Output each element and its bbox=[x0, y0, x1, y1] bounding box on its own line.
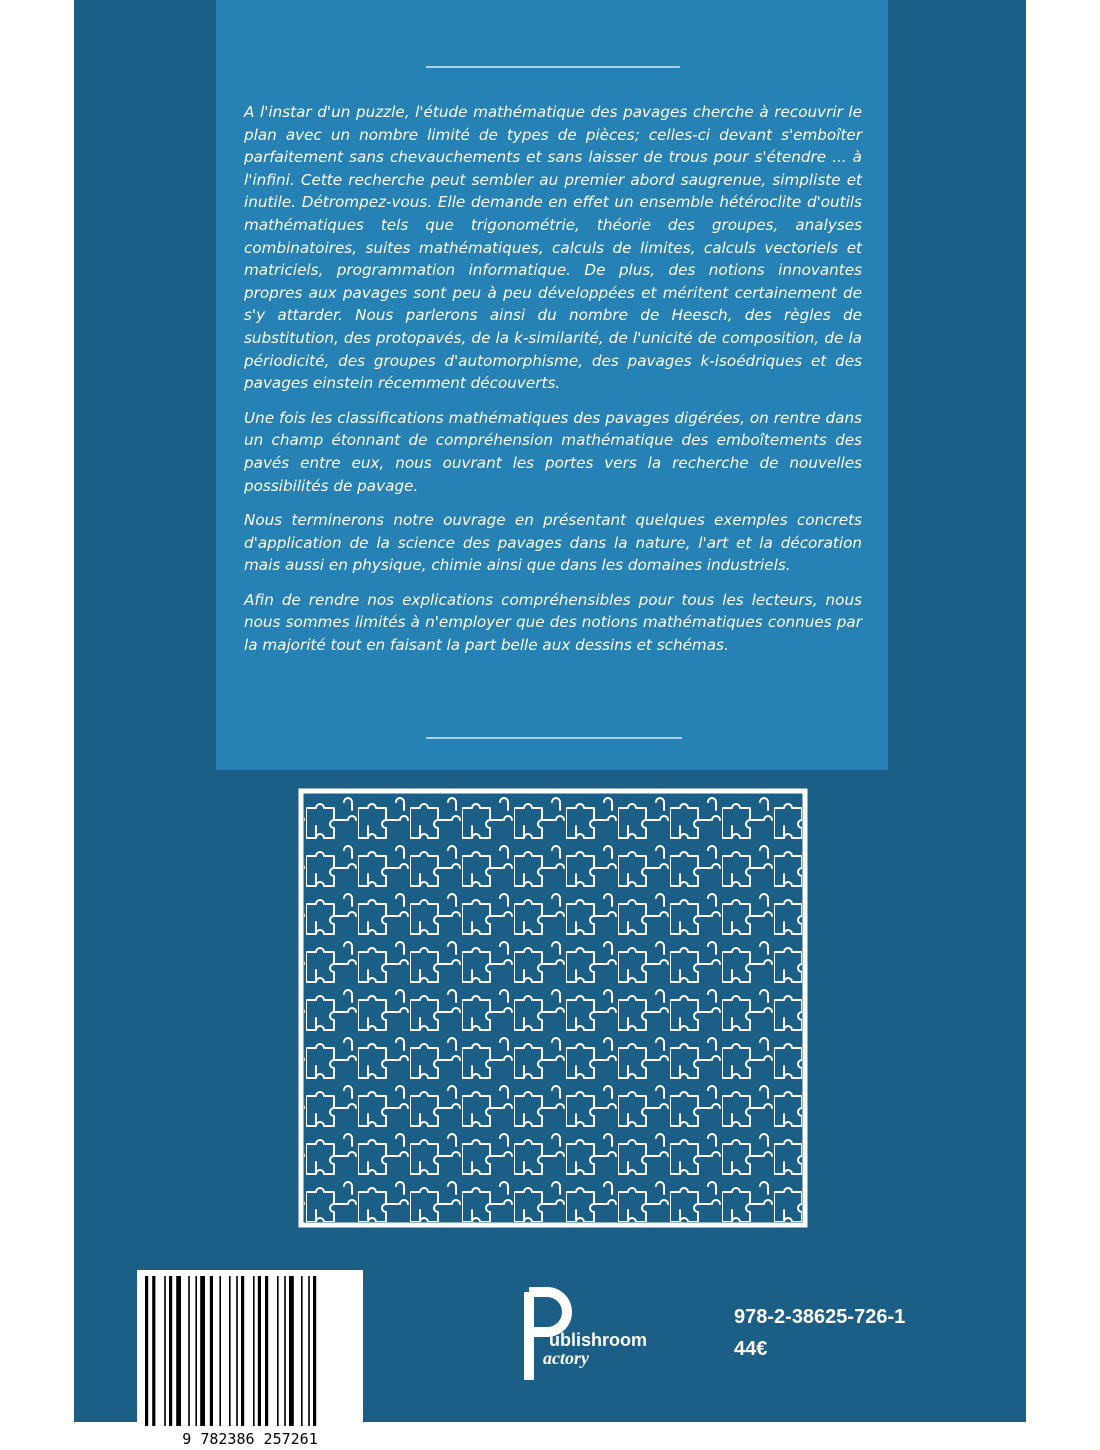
blurb-paragraph-3: Nous terminerons notre ouvrage en présentant quelques exemples concrets d'application de la science des pavages dans la nature, l'art et la décoration mais aussi en physique, chimie ainsi que dans les domaines industriels. bbox=[244, 511, 862, 575]
blurb-paragraph-4: Afin de rendre nos explications compréhensibles pour tous les lecteurs, nous nous sommes limités à n'employer que des notions mathématiques connues par la majorité tout en faisant la part belle aux dessins et schémas. bbox=[244, 590, 862, 655]
bottom-divider bbox=[426, 737, 682, 739]
svg-text:actory: actory bbox=[543, 1348, 589, 1368]
barcode-icon bbox=[137, 1270, 363, 1450]
blurb-text bbox=[244, 101, 862, 669]
svg-text:ublishroom: ublishroom bbox=[549, 1330, 647, 1350]
barcode-digits: 9 782386 257261 bbox=[182, 1430, 318, 1448]
top-divider bbox=[426, 66, 680, 68]
tiling-illustration bbox=[298, 788, 808, 1228]
price-label: 44€ bbox=[734, 1338, 768, 1360]
isbn-number: 978-2-38625-726-1 bbox=[734, 1306, 906, 1328]
blurb-paragraph-2: Une fois les classifications mathématiques des pavages digérées, on rentre dans un champ étonnant de compréhension mathématique des emboîtements des pavés entre eux, nous ouvrant les portes vers la recherche de nouvelles possibilités de pavage. bbox=[244, 408, 862, 495]
publisher-logo bbox=[523, 1284, 653, 1390]
blurb-paragraph-1: A l'instar d'un puzzle, l'étude mathématique des pavages cherche à recouvrir le plan avec un nombre limité de types de pièces; celles-ci devant s'emboîter parfaitement sans chevauchements et sans laisser de trous pour s'étendre ... à l'infini. Cette recherche peut sembler au premier abord saugrenue, simpliste et inutile. Détrompez-vous. Elle demande en effet un ensemble hétéroclite d'outils mathématiques tels que trigonométrie, théorie des groupes, analyses combinatoires, suites mathématiques, calculs de limites, calculs vectoriels et matriciels, programmation informatique. De plus, des notions innovantes propres aux pavages sont peu à peu développées et méritent certainement de s'y attarder. Nous parlerons ainsi du nombre de Heesch, des règles de substitution, des protopavés, de la k-similarité, de l'unicité de composition, de la périodicité, des groupes d'automorphisme, des pavages k-isoédriques et des pavages einstein récemment découverts. bbox=[244, 103, 862, 393]
